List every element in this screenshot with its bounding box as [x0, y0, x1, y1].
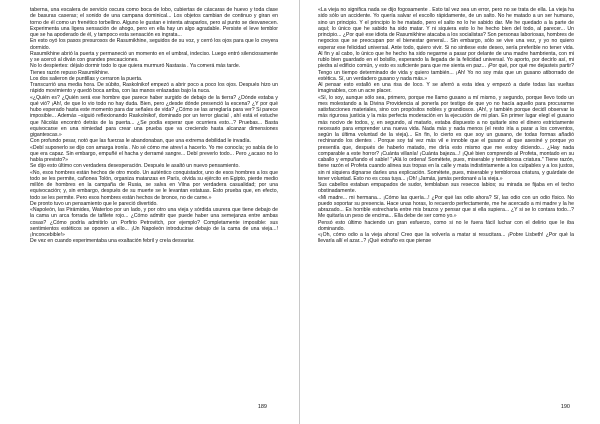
paragraph: De pronto tuvo un pensamiento que le pareció divertido.	[30, 200, 158, 207]
paragraph: No lo despiertes: déjalo dormir todo lo que quiera murmuró Nastasia . Ya comerá más tarde.	[30, 63, 241, 70]
left-page-text	[30, 7, 278, 245]
paragraph: Se dijo esto último con verdadera desesperación. Después le asaltó un nuevo pensamiento.	[30, 163, 240, 170]
paragraph: «Debí suponerlo se dijo con amarga ironía . No sé cómo me atreví a hacerlo. Yo me conocía; yo sabía de lo que era capaz. Sin embargo, empuñé el hacha y derramé sangre... Debí preverlo todo... Pero ¿acaso no lo había previsto?»	[30, 144, 278, 163]
paragraph: taberna, una escalera de servicio oscura como boca de lobo, cubiertas de cáscaras de huevo y toda clase de basuras caseras; el sonido de una campana dominical... Los objetos cambian de continuo y giran en torno de él como un frenético torbellino. Alguno le gustan e intenta atraparlos, pero al punto se desvanecen. Experimenta una ligera sensación de ahogo, pero en ella hay un algo agradable. Persiste el leve temblor que se ha apoderado de él, y tampoco esta sensación es ingrata...	[30, 7, 278, 38]
paragraph: Pensó esto último haciendo un gran esfuerzo, como si no le fuera fácil luchar con el delirio que le iba dominando.	[318, 219, 574, 232]
paragraph: «Napoleón, las Pirámides, Waterloo por un lado, y por otro una vieja y sórdida usurera que tiene debajo de la cama un arca forrada de tafilete rojo... ¿Cómo admitir que puede haber una semejanza entre ambas cosas? ¿Cómo podría admitirlo un Porfirio Petrovitch, por ejemplo? Completamente imposible: sus sentimientos estéticos se oponen a ello... ¡Un Napoleón introducirse debajo de la cama de una vieja...! ¡Inconcebible!»	[30, 207, 278, 238]
paragraph: «La vieja no significa nada se dijo fogosamente . Esto tal vez sea un error, pero no se trata de ella. La vieja ha sido sólo un accidente. Yo quería salvar el escollo rápidamente, de un salto. No he matado a un ser humano, sino un principio. Y el principio lo he matado, pero el salto no lo he sabido dar. Me he quedado a la parte de aquí; lo único que he sabido ha sido matar. Y ni siquiera esto lo he hecho bien del todo, al parecer... Un principio... ¿Por qué ese idiota de Rasumikhine atacaba a los socialistas? Son personas laboriosas, hombres de negocios que se preocupan por el bienestar general... Sin embargo, sólo se vive una vez, y yo no quiero esperar ese felicidad universal. Ante todo, quiero vivir. Si no sintiese este deseo, sería preferible no tener vida. Al fin y al cabo, lo único que he hecho ha sido negarme a pasar por delante de una madre hambrienta, con mi rublo bien guardado en el bolsillo, esperando la llegada de la felicidad universal. Yo aporto, por decirlo así, mi piedra al edificio común, y esto es suficiente para que me sienta en paz... ¡Por qué, por qué me dejasteis partir? Tengo un tiempo determinado de vida y quiero también... ¡Ah! Yo no soy más que un gusano atiborrado de estética. Sí, un verdadero gusano y nada más.»	[318, 7, 574, 82]
paragraph: Sus cabellos estaban empapados de sudor, temblaban sus resecos labios; su mirada se fijaba en el techo obstinadamente.	[318, 182, 574, 195]
paragraph: «Mi madre... mi hermana... ¡Cómo las quería...! ¿Por qué las odio ahora? Sí, las odio con un odio físico. No puedo soportar su presencia. Hace unas horas, lo recuerdo perfectamente, me he acercado a mi madre y la he abrazado... Es horrible estrecharla entre mis brazos y pensar que si ella supiera... ¿Y si se lo contara todo...? Me quitaría un peso de encima... Ella debe de ser como yo.»	[318, 194, 574, 220]
right-page	[300, 0, 600, 424]
right-page-text	[318, 7, 574, 245]
paragraph: «¿Quién es? ¿Quién será ese hombre que parece haber surgido de debajo de la tierra? ¿Dónde estaba y qué vió? ¡Ah!, de que lo vio todo no hay duda. Bien, pero ¿desde dónde presenció la escena? ¿Y por qué hubo esperado hasta este momento para dar señales de vida? ¿Cómo se las arreglaría para ver? Si parece imposible... Además –siguió reflexionando Raskolnikof, dominado por un terror glacial , ahí está el estuche que Nicolás encontró detrás de la puerta... ¿Se podía esperar que ocurriera esto...? Pruebas... Basta equivocarse en una nimiedad para crear una prueba que va creciendo hasta alcanzar dimensiones gigantescas.»	[30, 94, 278, 138]
paragraph: De vez en cuando experimentaba una exaltación febril y creía desvariar.	[30, 238, 195, 245]
paragraph: Los dos salieron de puntillas y cerraron la puerta.	[30, 75, 143, 82]
paragraph: «No, esos hombres están hechos de otro modo. Un auténtico conquistador, uno de esos hombres a los que todo se les permite, cañonea Tolón, organiza matanzas en París, olvida su ejército en Egipto, pierde medio millón de hombres en la campaña de Rusia, se salva en Vilna por verdadera casualidad; por una equivocación; y, sin embargo, después de su muerte se le levantan estatuas. Esto prueba que, en efecto, todo se les permite. Pero esos hombres están hechos de bronce, no de carne.»	[30, 169, 278, 201]
paragraph: Transcurrió una media hora. De súbito, Raskolnikof empezó a abrir poco a poco los ojos. Después hizo un rápido movimiento y quedó boca arriba, con las manos enlazadas bajo la nuca.	[30, 82, 278, 95]
paragraph: Tienes razón repuso Rasumikhine.	[30, 69, 110, 76]
page-number: 190	[560, 404, 570, 410]
paragraph: Al pensar esto estalló en una risa de loco. Y se aferró a esta idea y empezó a darle todas las vueltas imaginables, con un acre placer.	[318, 82, 574, 95]
paragraph: En esto oyó los pasos presurosos de Rasumikhine, seguidos de su voz, y cerró los ojos para que lo creyera dormido.	[30, 38, 278, 51]
paragraph: «¡Oh, cómo odio a la vieja ahora! Creo que la volvería a matar si resucitara... ¡Pobre Lisbeth! ¿Por qué la llevaría allí el azar...? ¡Qué extraño es que piense	[318, 232, 574, 245]
paragraph: Rasumikhine abrió la puerta y permaneció un momento en el umbral, indeciso. Luego entró silenciosamente y se acercó al diván con grandes precauciones.	[30, 50, 278, 63]
paragraph: «Sí, lo soy, aunque sólo sea, primero, porque me llamo gusano a mí mismo, y segundo, porque llevo todo un mes molestando a la Divina Providencia al ponerla por testigo de que yo no hacía aquello para procurarme satisfacciones materiales, sino con propósitos nobles y grandiosos. ¡Ah!, y también porque decidí observar la más rigurosa justicia y la más perfecta moderación en la ejecución de mi plan. En primer lugar elegí el gusano más nocivo de todos, y, en segundo, al matarlo, estaba dispuesto a no quitarle sino el dinero estrictamente necesario para emprender una nueva vida. Nada más y nada menos (el resto iría a parar a los conventos, según la última voluntad de la vieja)... En fin, lo cierto es que soy un gusano, de todas formas añadió rechinando los dientes . Porque soy tal vez más vil e innoble que el gusano al que asesiné y porque yo presentía que, después de haberlo matado, me diría esto mismo que me estoy diciendo... ¿Hay nada comparable a este horror? ¡Cuánta villanía! ¡Cuánta bajeza...! ¡Qué bien comprendo al Profeta, montado en su caballo y empuñando el sable! "¡Alá lo ordena! Sométete, pues, miserable y temblorosa criatura." Tiene razón, tiene razón el Profeta cuando alinea sus tropas en la calle y mata indistintamente a los culpables y a los justos, sin ni siquiera dignarse darles una explicación. Sométete, pues, miserable y temblorosa criatura, y guárdate de tener voluntad. Esto no es cosa tuya... ¡Oh! ¡Jamás, jamás perdonaré a la vieja.»	[318, 94, 574, 182]
page-number: 189	[257, 404, 267, 410]
paragraph: Con profundo pesar, notó que las fuerzas le abandonaban, que una extrema debilidad le invadía.	[30, 138, 251, 145]
